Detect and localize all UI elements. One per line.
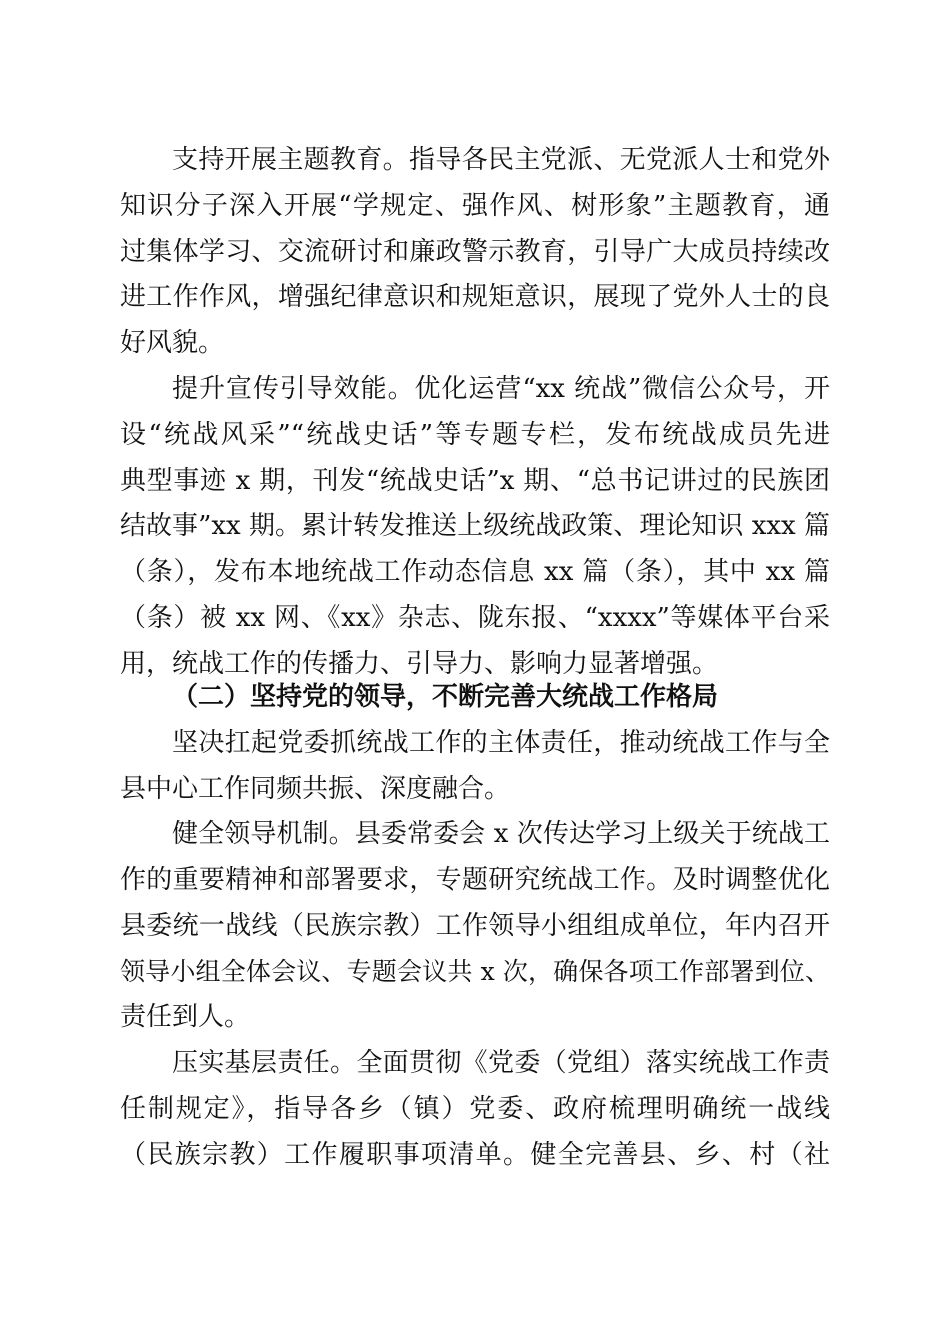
paragraph-line: （民族宗教）工作履职事项清单。健全完善县、乡、村（社 [120, 1139, 830, 1170]
paragraph-line: 健全领导机制。县委常委会 x 次传达学习上级关于统战工 [172, 819, 830, 849]
paragraph-topic-education [120, 138, 830, 367]
paragraph-main-responsibility [120, 721, 830, 813]
paragraph-publicity [120, 367, 830, 688]
paragraph-line: （条）被 xx 网、《xx》杂志、陇东报、“xxxx”等媒体平台采 [120, 602, 830, 633]
section-heading [120, 675, 830, 721]
paragraph-line: 设“统战风采”“统战史话”等专题专栏，发布统战成员先进 [120, 419, 830, 450]
paragraph-line: 典型事迹 x 期，刊发“统战史话”x 期、“总书记讲过的民族团 [120, 465, 830, 496]
paragraph-line: 坚决扛起党委抓统战工作的主体责任，推动统战工作与全 [172, 728, 830, 758]
paragraph-line: 作的重要精神和部署要求，专题研究统战工作。及时调整优化 [120, 864, 830, 895]
paragraph-line: 过集体学习、交流研讨和廉政警示教育，引导广大成员持续改 [120, 236, 830, 267]
paragraph-grassroots-responsibility [120, 1041, 830, 1178]
paragraph-line: 县委统一战线（民族宗教）工作领导小组组成单位，年内召开 [120, 910, 830, 941]
section-heading-text: （二）坚持党的领导，不断完善大统战工作格局 [172, 682, 719, 712]
paragraph-line: 好风貌。 [120, 328, 225, 359]
paragraph-line: 责任到人。 [120, 1002, 251, 1033]
paragraph-line: 进工作作风，增强纪律意识和规矩意识，展现了党外人士的良 [120, 282, 830, 313]
paragraph-line: 任制规定》，指导各乡（镇）党委、政府梳理明确统一战线 [120, 1093, 830, 1124]
paragraph-line: 县中心工作同频共振、深度融合。 [120, 773, 511, 804]
paragraph-line: 支持开展主题教育。指导各民主党派、无党派人士和党外 [172, 145, 830, 175]
paragraph-line: （条），发布本地统战工作动态信息 xx 篇（条），其中 xx 篇 [120, 557, 830, 588]
paragraph-line: 用，统战工作的传播力、引导力、影响力显著增强。 [120, 648, 719, 679]
paragraph-line: 压实基层责任。全面贯彻《党委（党组）落实统战工作责 [172, 1048, 830, 1078]
paragraph-line: 知识分子深入开展“学规定、强作风、树形象”主题教育，通 [120, 190, 830, 221]
paragraph-line: 结故事”xx 期。累计转发推送上级统战政策、理论知识 xxx 篇 [120, 511, 830, 542]
paragraph-line: 提升宣传引导效能。优化运营“xx 统战”微信公众号，开 [172, 374, 830, 404]
paragraph-line: 领导小组全体会议、专题会议共 x 次，确保各项工作部署到位、 [120, 957, 830, 987]
paragraph-leadership-mechanism [120, 812, 830, 1041]
